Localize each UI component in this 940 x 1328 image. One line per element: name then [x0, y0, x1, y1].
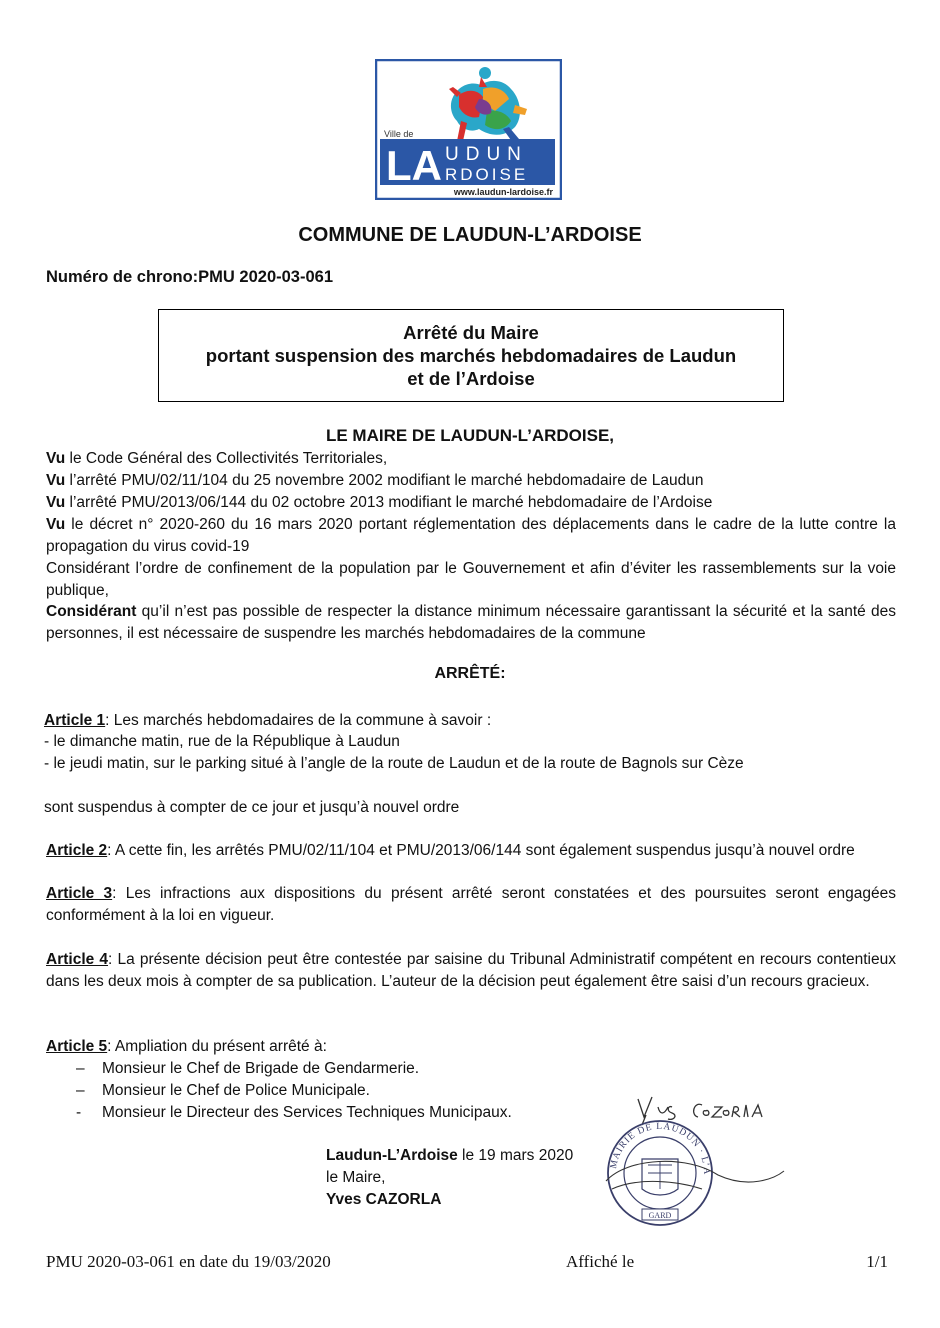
footer-reference: PMU 2020-03-061 en date du 19/03/2020: [46, 1252, 331, 1271]
article-3-continued: conformément à la loi en vigueur.: [46, 907, 275, 924]
visa-line-continued: propagation du virus covid-19: [46, 538, 250, 555]
article-4-continued: dans les deux mois à compter de sa publication. L’auteur de la décision peut également être saisi d’un recours gracieux.: [46, 973, 870, 990]
footer-posted: Affiché le: [566, 1252, 635, 1271]
visa-line: Vu l’arrêté PMU/02/11/104 du 25 novembre 2002 modifiant le marché hebdomadaire de Laudun: [46, 472, 704, 489]
article-5: Article 5: Ampliation du présent arrêté à:: [46, 1038, 327, 1055]
article-2: Article 2: A cette fin, les arrêtés PMU/02/11/104 et PMU/2013/06/144 sont également suspendus jusqu’à nouvel ordre: [46, 842, 855, 859]
logo-rdoise: RDOISE: [445, 165, 529, 184]
mayor-heading: LE MAIRE DE LAUDUN-L’ARDOISE,: [325, 426, 615, 445]
mayor-signature-stamp: [598, 1085, 798, 1235]
article-1: Article 1: Les marchés hebdomadaires de la commune à savoir :: [44, 712, 492, 729]
considerant-line: Considérant l’ordre de confinement de la population par le Gouvernement et afin d’éviter les rassemblements sur la voie: [46, 560, 896, 577]
stamp-gard: GARD: [648, 1211, 672, 1220]
decree-title-line-3: et de l’Ardoise: [407, 368, 535, 389]
signature-role: le Maire,: [326, 1169, 386, 1186]
article-3: Article 3: Les infractions aux dispositions du présent arrêté seront constatées et des poursuites seront engagées: [46, 885, 896, 902]
logo-ville-de: Ville de: [384, 129, 414, 139]
ampliation-item: - Monsieur le Directeur des Services Techniques Municipaux.: [76, 1104, 512, 1121]
ampliation-item: – Monsieur le Chef de Police Municipale.: [76, 1082, 370, 1099]
visa-line: Vu le décret n° 2020-260 du 16 mars 2020 portant réglementation des déplacements dans le cadre de la lutte contre la: [46, 516, 896, 533]
commune-title: COMMUNE DE LAUDUN-L’ARDOISE: [298, 224, 642, 246]
article-1-item: - le dimanche matin, rue de la République à Laudun: [44, 733, 400, 750]
considerant-line-continued: personnes, il est nécessaire de suspendre les marchés hebdomadaires de la commune: [46, 625, 646, 642]
considerant-line: Considérant qu’il n’est pas possible de respecter la distance minimum nécessaire garantissant la sécurité et la santé des: [46, 603, 896, 620]
decree-title-box: [158, 309, 784, 402]
logo-la-letters: LA: [386, 142, 442, 189]
logo-url: www.laudun-lardoise.fr: [453, 187, 553, 197]
stamp-text: MAIRIE DE LAUDUN · L’A: [609, 1121, 712, 1176]
article-1-item: - le jeudi matin, sur le parking situé à l’angle de la route de Laudun et de la route de Bagnols sur Cèze: [44, 755, 744, 772]
visa-line: Vu l’arrêté PMU/2013/06/144 du 02 octobre 2013 modifiant le marché hebdomadaire de l’Ardoise: [46, 494, 713, 511]
arrete-heading: ARRÊTÉ:: [434, 665, 506, 682]
decree-title-line-2: portant suspension des marchés hebdomadaires de Laudun: [205, 345, 737, 366]
commune-logo: [375, 59, 562, 200]
decree-title-line-1: Arrêté du Maire: [403, 322, 539, 343]
footer-page-number: 1/1: [866, 1252, 888, 1271]
signature-name: Yves CAZORLA: [326, 1191, 442, 1208]
considerant-line-continued: publique,: [46, 582, 109, 599]
visa-line: Vu le Code Général des Collectivités Territoriales,: [46, 450, 388, 467]
article-4: Article 4: La présente décision peut être contestée par saisine du Tribunal Administratif compétent en recours contentieux: [46, 951, 896, 968]
article-1-conclusion: sont suspendus à compter de ce jour et jusqu’à nouvel ordre: [44, 799, 460, 816]
signature-place-date: Laudun-L’Ardoise le 19 mars 2020: [326, 1147, 574, 1164]
ampliation-item: – Monsieur le Chef de Brigade de Gendarmerie.: [76, 1060, 420, 1077]
signature-block: [326, 1145, 573, 1211]
logo-udun: UDUN: [445, 144, 528, 165]
chrono-number: Numéro de chrono:PMU 2020-03-061: [46, 268, 334, 286]
